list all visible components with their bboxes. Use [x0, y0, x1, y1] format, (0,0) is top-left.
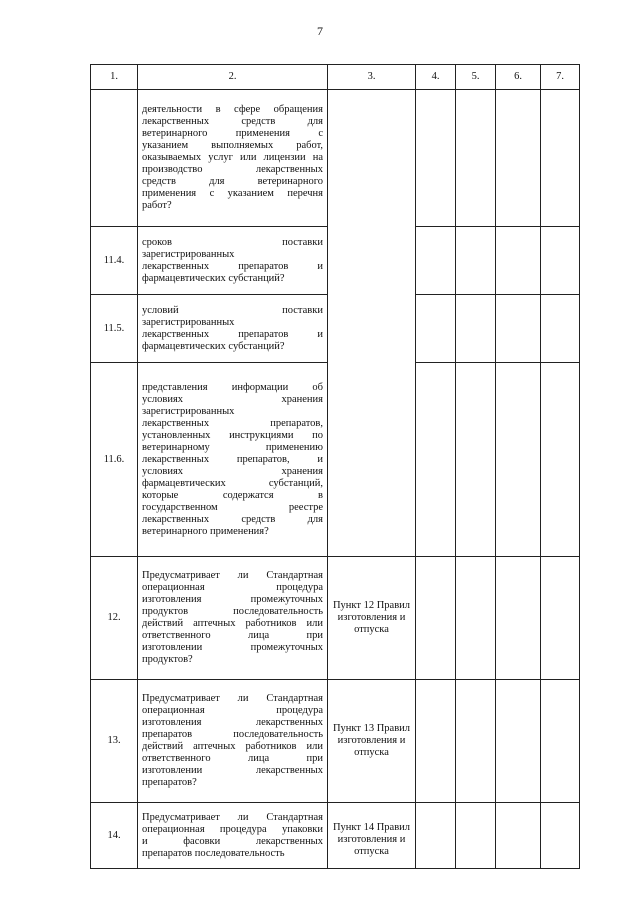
- question-line: препаратов?: [142, 777, 197, 788]
- question-line: лекарственных препаратов, и: [142, 453, 323, 465]
- question-text: [138, 557, 328, 680]
- question-line: лекарственных препаратов,: [142, 417, 323, 429]
- table-row: [91, 680, 580, 803]
- answer-cell-col-7[interactable]: [541, 680, 580, 803]
- question-line: ответственного лица при: [142, 753, 323, 764]
- question-line: работ?: [142, 200, 172, 211]
- question-line: фармацевтических субстанций?: [142, 272, 285, 284]
- legal-reference: [328, 90, 416, 557]
- answer-cell-col-7[interactable]: [541, 363, 580, 557]
- question-line: лекарственных препаратов и: [142, 328, 323, 340]
- question-line: лекарственных средств для: [142, 513, 323, 525]
- question-line: ветеринарного применения?: [142, 525, 269, 537]
- question-line: указанием выполняемых работ,: [142, 140, 323, 151]
- answer-cell-col-6[interactable]: [496, 557, 541, 680]
- table-row: [91, 90, 580, 227]
- question-line: Предусматривает ли Стандартная: [142, 811, 323, 823]
- answer-cell-col-5[interactable]: [456, 227, 496, 295]
- header-row: [91, 65, 580, 90]
- answer-cell-col-4[interactable]: [416, 227, 456, 295]
- answer-cell-col-6[interactable]: [496, 90, 541, 227]
- question-line: Предусматривает ли Стандартная: [142, 570, 323, 581]
- table-row: [91, 803, 580, 869]
- question-line: государственном реестре: [142, 501, 323, 513]
- question-line: средств для ветеринарного: [142, 176, 323, 187]
- question-line: препаратов последовательность: [142, 847, 285, 859]
- answer-cell-col-6[interactable]: [496, 295, 541, 363]
- answer-cell-col-4[interactable]: [416, 363, 456, 557]
- question-line: препаратов последовательность: [142, 729, 323, 740]
- answer-cell-col-5[interactable]: [456, 803, 496, 869]
- answer-cell-col-7[interactable]: [541, 295, 580, 363]
- item-number: [91, 90, 138, 227]
- question-line: представления информации об: [142, 381, 323, 393]
- answer-cell-col-5[interactable]: [456, 680, 496, 803]
- question-line: действий аптечных работников или: [142, 618, 323, 629]
- answer-cell-col-4[interactable]: [416, 680, 456, 803]
- answer-cell-col-6[interactable]: [496, 227, 541, 295]
- question-line: и фасовки лекарственных: [142, 835, 323, 847]
- answer-cell-col-5[interactable]: [456, 363, 496, 557]
- question-line: изготовлении лекарственных: [142, 765, 323, 776]
- question-line: ветеринарного применения с: [142, 128, 323, 139]
- question-line: операционная процедура: [142, 705, 323, 716]
- header-col-1: 1.: [91, 65, 138, 90]
- answer-cell-col-4[interactable]: [416, 295, 456, 363]
- item-number: 11.5.: [91, 295, 138, 363]
- answer-cell-col-7[interactable]: [541, 557, 580, 680]
- answer-cell-col-4[interactable]: [416, 557, 456, 680]
- answer-cell-col-6[interactable]: [496, 363, 541, 557]
- checklist-table: [90, 64, 580, 869]
- item-number: 13.: [91, 680, 138, 803]
- question-line: лекарственных средств для: [142, 116, 323, 127]
- header-col-2: 2.: [138, 65, 328, 90]
- header-col-6: 6.: [496, 65, 541, 90]
- table-row: [91, 557, 580, 680]
- answer-cell-col-7[interactable]: [541, 227, 580, 295]
- question-line: ответственного лица при: [142, 630, 323, 641]
- question-text: [138, 90, 328, 227]
- question-line: условий поставки: [142, 304, 323, 316]
- question-line: оказываемых услуг или лицензии на: [142, 152, 323, 163]
- answer-cell-col-7[interactable]: [541, 803, 580, 869]
- answer-cell-col-5[interactable]: [456, 90, 496, 227]
- question-line: продуктов?: [142, 654, 193, 665]
- question-line: зарегистрированных: [142, 248, 235, 260]
- answer-cell-col-4[interactable]: [416, 803, 456, 869]
- question-line: фармацевтических субстанций?: [142, 340, 285, 352]
- legal-reference: Пункт 12 Правил изготовления и отпуска: [328, 557, 416, 680]
- question-line: действий аптечных работников или: [142, 741, 323, 752]
- question-text: [138, 803, 328, 869]
- question-line: зарегистрированных: [142, 405, 235, 417]
- question-line: операционная процедура: [142, 582, 323, 593]
- question-line: лекарственных препаратов и: [142, 260, 323, 272]
- question-line: фармацевтических субстанций,: [142, 477, 323, 489]
- legal-reference: Пункт 14 Правил изготовления и отпуска: [328, 803, 416, 869]
- question-line: зарегистрированных: [142, 316, 235, 328]
- header-col-5: 5.: [456, 65, 496, 90]
- question-line: деятельности в сфере обращения: [142, 104, 323, 115]
- item-number: 12.: [91, 557, 138, 680]
- question-text: [138, 363, 328, 557]
- question-line: изготовлении промежуточных: [142, 642, 323, 653]
- answer-cell-col-6[interactable]: [496, 680, 541, 803]
- answer-cell-col-7[interactable]: [541, 90, 580, 227]
- legal-reference: Пункт 13 Правил изготовления и отпуска: [328, 680, 416, 803]
- question-line: Предусматривает ли Стандартная: [142, 693, 323, 704]
- answer-cell-col-6[interactable]: [496, 803, 541, 869]
- header-col-4: 4.: [416, 65, 456, 90]
- item-number: 11.4.: [91, 227, 138, 295]
- question-line: изготовления промежуточных: [142, 594, 323, 605]
- question-line: производство лекарственных: [142, 164, 323, 175]
- question-text: [138, 227, 328, 295]
- answer-cell-col-5[interactable]: [456, 295, 496, 363]
- question-line: условиях хранения: [142, 393, 323, 405]
- question-line: которые содержатся в: [142, 489, 323, 501]
- item-number: 14.: [91, 803, 138, 869]
- question-line: применения с указанием перечня: [142, 188, 323, 199]
- question-line: сроков поставки: [142, 236, 323, 248]
- header-col-7: 7.: [541, 65, 580, 90]
- header-col-3: 3.: [328, 65, 416, 90]
- question-text: [138, 295, 328, 363]
- question-line: операционная процедура упаковки: [142, 823, 323, 835]
- answer-cell-col-4[interactable]: [416, 90, 456, 227]
- question-line: ветеринарному применению: [142, 441, 323, 453]
- item-number: 11.6.: [91, 363, 138, 557]
- question-line: продуктов последовательность: [142, 606, 323, 617]
- question-line: изготовления лекарственных: [142, 717, 323, 728]
- page-number: 7: [317, 24, 323, 38]
- question-line: условиях хранения: [142, 465, 323, 477]
- question-line: установленных инструкциями по: [142, 429, 323, 441]
- answer-cell-col-5[interactable]: [456, 557, 496, 680]
- question-text: [138, 680, 328, 803]
